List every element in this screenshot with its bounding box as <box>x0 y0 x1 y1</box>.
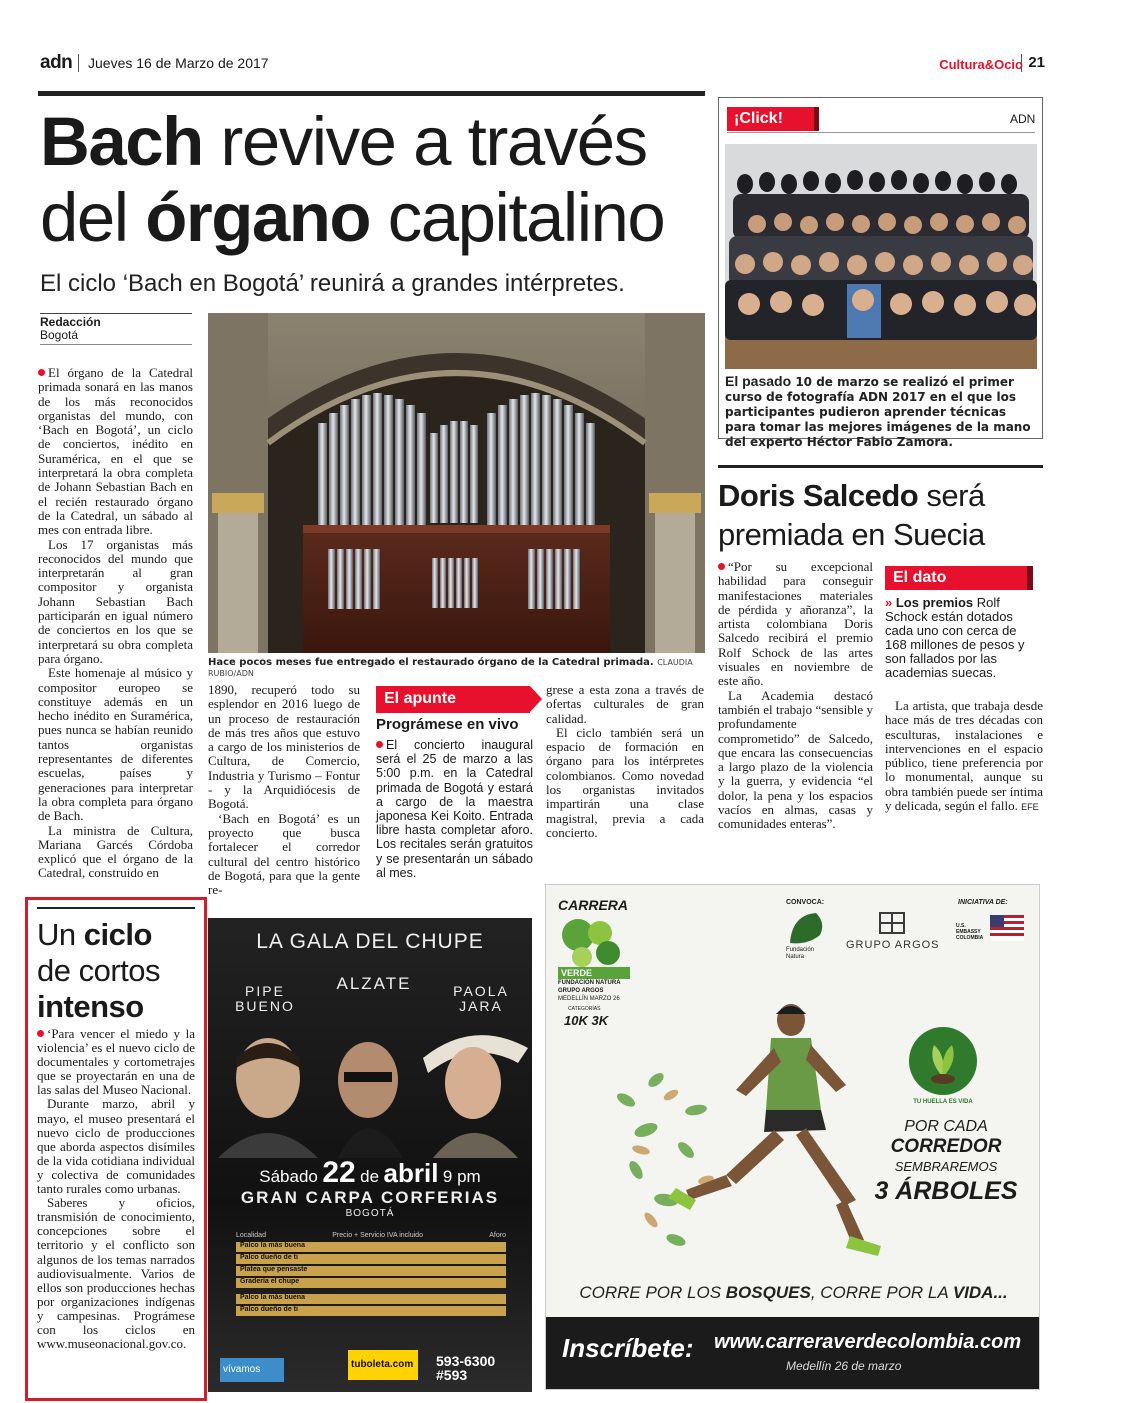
dato-tag: El dato <box>885 566 1033 590</box>
doris-headline <box>718 476 1048 554</box>
ad-logo-city: MEDELLÍN MARZO 26 <box>558 996 620 1002</box>
ad-promo <box>866 1117 1026 1205</box>
table-header: Precio + Servicio IVA incluido <box>332 1232 423 1239</box>
byline-author: Redacción <box>40 315 101 329</box>
natura-logo-icon <box>786 909 830 947</box>
apunte-tag: El apunte <box>376 686 530 713</box>
ad-artist-3: PAOLA JARA <box>453 983 509 1014</box>
subheadline: El ciclo ‘Bach en Bogotá’ reunirá a grandes intérpretes. <box>40 270 625 297</box>
ad-date-pre: Sábado <box>259 1167 318 1186</box>
ad-promo-1: POR CADA <box>904 1118 988 1135</box>
ad-promo-2: CORREDOR <box>890 1136 1002 1157</box>
section-name: Cultura&Ocio <box>939 57 1023 72</box>
ad-embassy: U.S. EMBASSY COLOMBIA <box>956 923 984 941</box>
article-paragraph: Este homenaje al músico y compositor europeo se constituye además en un hecho inédito en Suramérica, pues nunca se habían reunido tantos organistas representantes de diferentes escuelas, países y generaciones para interpretar la obra completa para órgano de Bach. <box>38 665 193 824</box>
organ-photo <box>208 313 705 653</box>
ad-phone-1: 593-6300 <box>436 1353 496 1369</box>
article-paragraph: La ministra de Cultura, Mariana Garcés Córdoba explicó que el órgano de la Catedral, construido en <box>38 822 193 881</box>
table-row: Gradería el chupe <box>236 1278 506 1288</box>
header-rule <box>38 91 705 96</box>
ad-iniciativa: INICIATIVA DE: <box>958 899 1008 906</box>
slogan-c: , CORRE POR LA <box>810 1283 949 1302</box>
bullet-dot <box>38 369 45 376</box>
ad-artists-photo <box>208 1018 532 1158</box>
ad-carrera-verde[interactable] <box>545 884 1040 1390</box>
apunte-paragraph: El concierto inaugural será el 25 de marzo a las 5:00 p.m. en la Catedral primada de Bogotá y estará a cargo de la maestra japonesa Kei Koito. Entrada libre hasta completar aforo. Los recitales serán gratuitos y se presentarán un sábado al mes. <box>376 738 533 880</box>
ad-date-time: 9 pm <box>442 1167 481 1186</box>
byline-rule <box>40 344 192 345</box>
ad-brand-1: vívamos <box>220 1358 284 1382</box>
ad-cta-url[interactable]: www.carreraverdecolombia.com <box>714 1331 1022 1353</box>
ad-city: BOGOTÁ <box>345 1208 395 1219</box>
table-row: Palco dueño de ti <box>236 1254 506 1264</box>
table-row: Palco la más buena <box>236 1294 506 1304</box>
table-row: Palco dueño de ti <box>236 1306 506 1316</box>
ad-phone <box>436 1354 526 1382</box>
ad-promo-3: SEMBRAREMOS <box>894 1159 998 1174</box>
headline-rest-2: capitalino <box>387 179 665 256</box>
ciclo-headline <box>37 917 197 1025</box>
ad-cta-date: Medellín 26 de marzo <box>786 1359 902 1373</box>
apunte-title: Prográmese en vivo <box>376 716 519 733</box>
ad-categories: 10K 3K <box>564 1013 609 1028</box>
ad-title: LA GALA DEL CHUPE <box>256 930 484 953</box>
article-paragraph: El órgano de la Catedral primada sonará en las manos de los más reconocidos organistas del mundo, con ‘Bach en Bogotá’, un ciclo de conciertos, inédito en Suramérica, en el que se interpretará la obra completa de Johann Sebastian Bach en el recién restaurado órgano de la Catedral, un sábado al mes con entrada libre. <box>38 365 193 538</box>
article-paragraph: El ciclo también será un espacio de formación en órgano para los intérpretes colombianos. Como novedad los organistas invitados impartirán una clase magistral, previa a cada concierto. <box>546 724 704 840</box>
ad-phone-2: #593 <box>436 1367 468 1383</box>
ad-logo-mid: VERDE <box>558 967 630 979</box>
ad-venue: GRAN CARPA CORFERIAS <box>240 1188 500 1207</box>
apunte-text <box>376 738 533 880</box>
bullet-dot <box>718 563 725 570</box>
slogan-b: BOSQUES <box>725 1283 811 1302</box>
doris-column-2 <box>885 699 1043 814</box>
article-paragraph: La Academia destacó también el trabajo “sensible y profundamente comprometido” de Salcedo, que encara las consecuencias a largo plazo de la violencia y la guerra, y evidencia “el dolor, la pena y los espacios vacíos en almas, casas y comunidades enteras”. <box>718 687 873 832</box>
ad-categories-label: CATEGORÍAS <box>568 1006 601 1012</box>
article-paragraph: Durante marzo, abril y mayo, el museo presentará el nuevo ciclo de producciones que aborda aspectos disímiles de la vida cotidiana individual y colectiva de comunidades tanto rurales como urbanas. <box>37 1096 195 1197</box>
table-row: Palco la más buena <box>236 1242 506 1252</box>
click-rule <box>727 132 1035 133</box>
us-flag-icon <box>990 915 1024 941</box>
ad-logo-sub: FUNDACIÓN NATURA <box>558 980 621 986</box>
headline-bold-1: Bach <box>40 103 203 180</box>
table-header: Localidad <box>236 1232 266 1239</box>
article-column-1 <box>38 366 193 881</box>
table-header: Aforo <box>489 1232 506 1239</box>
byline-city: Bogotá <box>40 328 79 342</box>
click-tag: ¡Click! <box>727 107 819 131</box>
article-paragraph: ‘Bach en Bogotá’ es un proyecto que busca fortalecer el corredor cultural del centro histórico de Bogotá, para que la gente re- <box>208 810 360 898</box>
article-paragraph: La artista, que trabaja desde hace más de tres décadas con esculturas, instalaciones e intervenciones en el espacio público, tiene preferencia por lo monumental, aunque su obra también puede ser íntima y delicada, según el fallo. <box>885 698 1043 814</box>
ad-date-month: abril <box>383 1158 439 1188</box>
ad-natura: Fundación Natura <box>786 947 815 960</box>
ad-badge-text: TU HUELLA ES VIDA <box>913 1099 973 1105</box>
ad-artist-1: PIPE BUENO <box>235 983 295 1014</box>
headline-pre-2: del <box>40 179 128 256</box>
ad-date <box>208 1156 532 1190</box>
article-paragraph: Saberes y oficios, transmisión de conocimiento, concepciones sobre el territorio y el conflicto son algunos de los temas narrados audiovisualmente. Varios de ellos son producciones hechas por organizaciones indígenas y campesinas. Prográmese con los ciclos en www.museonacional.gov.co. <box>37 1195 195 1352</box>
ad-date-day: 22 <box>322 1156 356 1189</box>
article-paragraph: “Por su excepcional habilidad para conseguir manifestaciones materiales de pérdida y añoranza”, la artista colombiana Doris Salcedo recibirá el premio Rolf Schock de las artes visuales en noviembre de este año. <box>718 559 873 689</box>
ad-promo-4: 3 ÁRBOLES <box>874 1177 1018 1205</box>
article-paragraph: grese a esta zona a través de ofertas culturales de gran calidad. <box>546 682 704 726</box>
page-number: 21 <box>1021 54 1045 72</box>
bullet-dot <box>37 1030 44 1037</box>
publication-logo: adn <box>40 52 73 73</box>
headline-rest-1: revive a través <box>220 103 647 180</box>
photo-caption <box>208 657 708 679</box>
click-caption <box>725 374 1037 450</box>
slogan-a: CORRE POR LOS <box>579 1283 722 1302</box>
leaves-logo-icon <box>558 915 628 969</box>
dato-bold: Los premios <box>895 595 974 610</box>
table-row: Platea que pensaste <box>236 1266 506 1276</box>
doris-column-1 <box>718 560 873 832</box>
doris-credit: EFE <box>1021 802 1039 813</box>
slogan-d: VIDA... <box>952 1283 1008 1302</box>
tu-huella-badge-icon <box>906 1021 980 1101</box>
ad-cta-bar[interactable] <box>546 1317 1040 1390</box>
main-headline <box>40 104 710 256</box>
bullet-dot <box>376 741 383 748</box>
dato-body: Rolf Schock están dotados cada uno con cerca de 168 millones de pesos y son fallados por las academias suecas. <box>885 595 1025 680</box>
click-credit: ADN <box>1010 112 1036 126</box>
ciclo-head-bold2: intenso <box>37 989 144 1024</box>
ad-price-table <box>236 1232 506 1316</box>
ad-brand-2: tuboleta.com <box>348 1350 418 1380</box>
ad-convoca: CONVOCA: <box>786 899 825 906</box>
ad-date-de: de <box>360 1167 380 1186</box>
photo-credit: CLAUDIA RUBIO/ADN <box>208 658 693 678</box>
argos-logo-icon <box>878 911 906 935</box>
ciclo-head-bold1: ciclo <box>83 917 152 952</box>
caption-text: Hace pocos meses fue entregado el restaurado órgano de la Catedral primada. <box>208 657 654 668</box>
click-caption-bold: El pasado <box>725 373 792 389</box>
headline-bold-2: órgano <box>145 179 371 256</box>
issue-date: Jueves 16 de Marzo de 2017 <box>78 54 269 72</box>
byline <box>40 313 192 342</box>
article-paragraph: 1890, recuperó todo su esplendor en 2016 luego de un proceso de restauración de más tres años que estuvo a cargo de los ministerios de Cultura, de Comercio, Industria y Turismo – Fontur - y la Arquidiócesis de Bogotá. <box>208 682 360 812</box>
ad-logo-sub2: GRUPO ARGOS <box>558 988 604 994</box>
ad-logo-top: CARRERA <box>558 897 628 913</box>
ciclo-head-mid: de cortos <box>37 953 161 988</box>
group-photo <box>725 144 1037 369</box>
doris-headline-bold: Doris Salcedo <box>718 478 919 513</box>
dato-arrow-icon: » <box>885 595 893 610</box>
article-paragraph: Los 17 organistas más reconocidos del mundo que interpretarán al gran compositor y organista Johann Sebastian Bach participarán en igual número de conciertos en los que se interpretará su obra completa para órgano. <box>38 536 193 666</box>
ad-gala-chupe[interactable] <box>208 918 532 1392</box>
ciclo-column <box>37 1027 195 1351</box>
ad-argos: GRUPO ARGOS <box>846 939 940 951</box>
article-column-2 <box>208 683 360 897</box>
article-column-4 <box>546 683 704 840</box>
click-caption-text: 10 de marzo se realizó el primer curso de fotografía ADN 2017 en el que los participantes pudieron aprender técnicas para tomar las mejores imágenes de la mano del experto Héctor Fabio Zamora. <box>725 375 1031 449</box>
ad-slogan <box>546 1283 1040 1303</box>
doris-rule <box>718 465 1043 468</box>
ad-artist-2: ALZATE <box>336 974 412 993</box>
article-paragraph: ‘Para vencer el miedo y la violencia’ es el nuevo ciclo de documentales y cortometrajes que se proyectarán en una de las salas del Museo Nacional. <box>37 1026 195 1098</box>
ciclo-head-pre: Un <box>37 917 76 952</box>
doris-headline-rest: será premiada en Suecia <box>718 478 985 552</box>
ad-cta-label: Inscríbete: <box>562 1333 694 1363</box>
ciclo-rule <box>37 907 195 909</box>
dato-text <box>885 596 1040 680</box>
